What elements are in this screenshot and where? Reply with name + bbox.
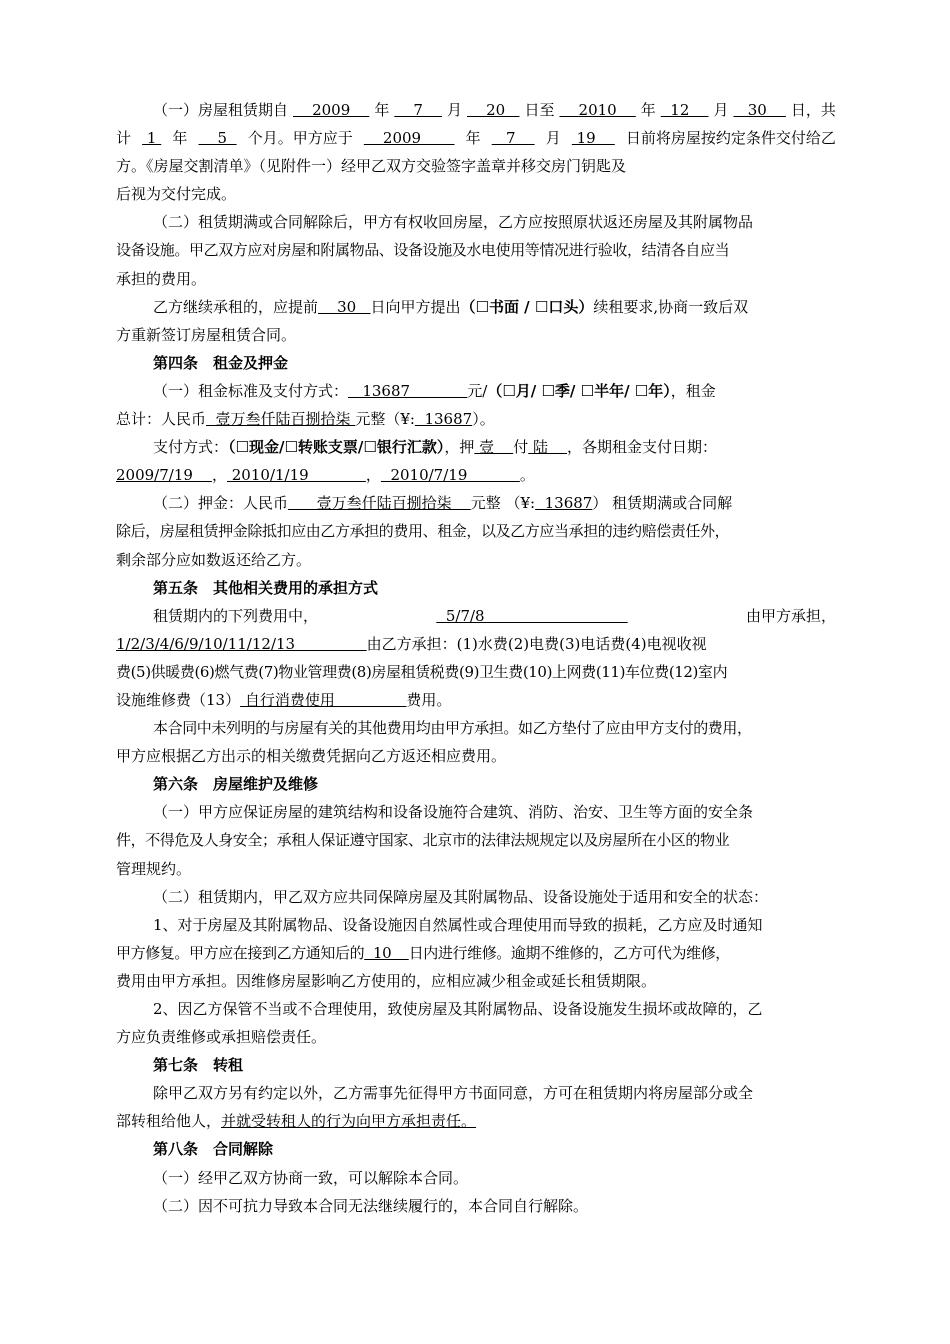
text-run: 第四条 租金及押金 [153,353,289,372]
filled-blank: 自行消费使用 [240,690,407,709]
text-run: ，各期租金支付日期： [567,438,718,457]
filled-blank: 12 [660,101,709,119]
text-run: ）。 [472,410,495,429]
filled-blank: 13687 [414,410,473,429]
paragraph-line [116,405,836,433]
text-run: 设备设施。甲乙双方应对房屋和附属物品、设备设施及水电使用等情况进行验收，结清各自应当 [116,241,730,260]
text-run: 元整 （¥: [470,494,536,513]
text-run: （二）租赁期满或合同解除后，甲方有权收回房屋，乙方应按照原状返还房屋及其附属物品 [153,213,754,232]
filled-blank: 30 [318,297,371,316]
paragraph-line [116,742,836,770]
paragraph-line [116,686,836,714]
paragraph-line [116,798,836,826]
filled-blank: 7 [394,101,443,119]
paragraph-line [116,967,836,995]
paragraph-line [116,1079,836,1107]
text-run: （一）甲方应保证房屋的建筑结构和设备设施符合建筑、消防、治安、卫生等方面的安全条 [153,803,754,822]
filled-blank: 壹万叁仟陆百捌拾柒 [288,494,471,513]
option-group: （☐现金/☐转账支票/☐银行汇款） [228,438,445,457]
text-run: 本合同中未列明的与房屋有关的其他费用均由甲方承担。如乙方垫付了应由甲方支付的费用， [153,719,752,738]
text-run: 支付方式： [153,438,229,457]
paragraph-line [116,855,836,883]
paragraph-line [116,152,836,180]
filled-blank: 陆 [528,438,568,457]
filled-blank: 7 [491,129,535,148]
text-run: （二）押金：人民币 [153,494,289,513]
text-run: 1、对于房屋及其附属物品、设备设施因自然属性或合理使用而导致的损耗，乙方应及时通知 [153,915,763,934]
paragraph-line [116,461,836,489]
filled-blank: 19 [571,129,615,148]
text-run: （二）因不可抗力导致本合同无法继续履行的，本合同自行解除。 [153,1196,589,1215]
paragraph-line [116,265,836,293]
paragraph-line [116,995,836,1023]
section-heading [116,1051,836,1079]
text-run: 除甲乙双方另有约定以外，乙方需事先征得甲方书面同意，方可在租赁期内将房屋部分或全 [153,1084,754,1103]
text-run: 日向甲方提出 [370,297,461,316]
text-run: ， [365,466,381,485]
text-run: 除后，房屋租赁押金除抵扣应由乙方承担的费用、租金，以及乙方应当承担的违约赔偿责任外， [116,522,730,541]
section-heading [116,574,836,602]
text-run: 甲方应根据乙方出示的相关缴费凭据向乙方返还相应费用。 [116,747,507,766]
text-run: ） 租赁期满或合同解 [592,494,733,513]
text-run: 第七条 转租 [153,1056,244,1075]
text-run: 部转租给他人， [116,1112,222,1131]
paragraph-line [116,96,836,124]
filled-blank: 2009 [363,129,455,148]
paragraph-line [116,826,836,854]
text-run: （二）租赁期内，甲乙双方应共同保障房屋及其附属物品、设备设施处于适用和安全的状态： [153,887,769,906]
text-run: 由乙方承担：(1)水费(2)电费(3)电话费(4)电视收视 [366,634,707,653]
text-run: 承担的费用。 [116,269,207,288]
text-run: 件，不得危及人身安全；承租人保证遵守国家、北京市的法律法规规定以及房屋所在小区的物业 [116,831,730,850]
text-run: 日前将房屋按约定条件交付给乙 [625,129,836,148]
filled-blank: 10 [364,943,409,962]
text-run: 剩余部分应如数返还给乙方。 [116,550,312,569]
text-run: 年 [374,101,390,119]
paragraph-line [116,630,836,658]
text-run: （一）房屋租赁期自 [153,101,289,119]
paragraph-line [116,489,836,517]
text-run: 元整（¥: [355,410,415,429]
filled-blank: 2010 [559,101,636,119]
text-run: 租赁期内的下列费用中， [153,606,319,625]
text-run: 年 [172,129,188,148]
text-run: 月 [713,101,729,119]
filled-blank: 1 [142,129,162,148]
text-run: ，租金 [670,381,716,400]
paragraph-line [116,321,836,349]
text-run: （一）经甲乙双方协商一致，可以解除本合同。 [153,1168,469,1187]
text-run: 后视为交付完成。 [116,185,237,204]
text-run: ， [211,466,227,485]
paragraph-line [116,714,836,742]
text-run: 由甲方承担， [745,606,836,625]
text-run: 付 [513,438,529,457]
filled-blank: 13687 [348,381,468,400]
text-run: 乙方继续承租的，应提前 [153,297,319,316]
text-run: 第五条 其他相关费用的承担方式 [153,578,379,597]
section-heading [116,349,836,377]
paragraph-line [116,180,836,208]
text-run: 设施维修费（13） [116,690,241,709]
contract-page [116,96,836,1220]
filled-blank: 2009 [293,101,370,119]
section-heading [116,770,836,798]
filled-blank: 20 [467,101,520,119]
paragraph-line [116,208,836,236]
filled-blank: 2010/7/19 [380,466,520,485]
paragraph-line [116,433,836,461]
text-run: 年 [640,101,656,119]
text-run: 计 [116,129,132,148]
paragraph-line [116,911,836,939]
paragraph-line [116,293,836,321]
section-heading [116,1135,836,1163]
paragraph-line [116,1164,836,1192]
paragraph-line [116,517,836,545]
filled-blank: 30 [733,101,786,119]
filled-blank: 13687 [535,494,593,513]
text-run: 第六条 房屋维护及维修 [153,775,319,794]
text-run: 总计：人民币 [116,410,207,429]
paragraph-line [116,1023,836,1051]
text-run: 个月。甲方应于 [247,129,353,148]
text-run: 2、因乙方保管不当或不合理使用，致使房屋及其附属物品、设备设施发生损坏或故障的，乙 [153,1000,763,1018]
text-run: 方应负责维修或承担赔偿责任。 [116,1028,327,1047]
paragraph-line [116,236,836,264]
paragraph-line [116,1107,836,1135]
text-run: 管理规约。 [116,859,192,878]
text-run: 日，共 [790,101,836,119]
filled-blank: 并就受转租人的行为向甲方承担责任。 [221,1112,477,1131]
text-run: （一）租金标准及支付方式： [153,381,349,400]
filled-blank: 2009/7/19 [116,466,212,485]
text-run: 续租要求,协商一致后双 [593,297,749,316]
option-group: （☐书面 / ☐口头） [460,297,594,316]
text-run: 月 [545,129,561,148]
paragraph-line [116,1192,836,1220]
text-run: 第八条 合同解除 [153,1140,274,1159]
text-run: 甲方修复。甲方应在接到乙方通知后的 [116,943,365,962]
text-run: 元/ [467,381,488,400]
text-run: 费(5)供暖费(6)燃气费(7)物业管理费(8)房屋租赁税费(9)卫生费(10)上网费(11)车位费(12)室内 [116,662,728,681]
text-run: 日至 [524,101,555,119]
paragraph-line [116,658,836,686]
text-run: 费用。 [406,690,452,709]
text-run: 日内进行维修。逾期不维修的，乙方可代为维修， [408,943,730,962]
text-run: ，押 [444,438,475,457]
text-run: 费用由甲方承担。因维修房屋影响乙方使用的，应相应减少租金或延长租赁期限。 [116,971,657,990]
text-run: 。 [519,466,535,485]
filled-blank: 壹 [474,438,514,457]
paragraph-line [116,124,836,152]
text-run: 方。《房屋交割清单》（见附件一）经甲乙双方交验签字盖章并移交房门钥匙及 [116,157,627,176]
filled-blank: 1/2/3/4/6/9/10/11/12/13 [116,634,367,653]
paragraph-line [116,939,836,967]
option-group: （☐月/ ☐季/ ☐半年/ ☐年） [487,381,671,400]
filled-blank: 壹万叁仟陆百捌拾柒 [206,410,356,429]
filled-blank: 5 [198,129,237,148]
text-run: 月 [447,101,463,119]
paragraph-line [116,883,836,911]
text-run: 年 [465,129,481,148]
text-run: 方重新签订房屋租赁合同。 [116,325,297,344]
paragraph-line [116,546,836,574]
filled-blank: 5/7/8 [436,606,628,625]
paragraph-line [116,602,836,630]
paragraph-line [116,377,836,405]
filled-blank: 2010/1/19 [227,466,366,485]
